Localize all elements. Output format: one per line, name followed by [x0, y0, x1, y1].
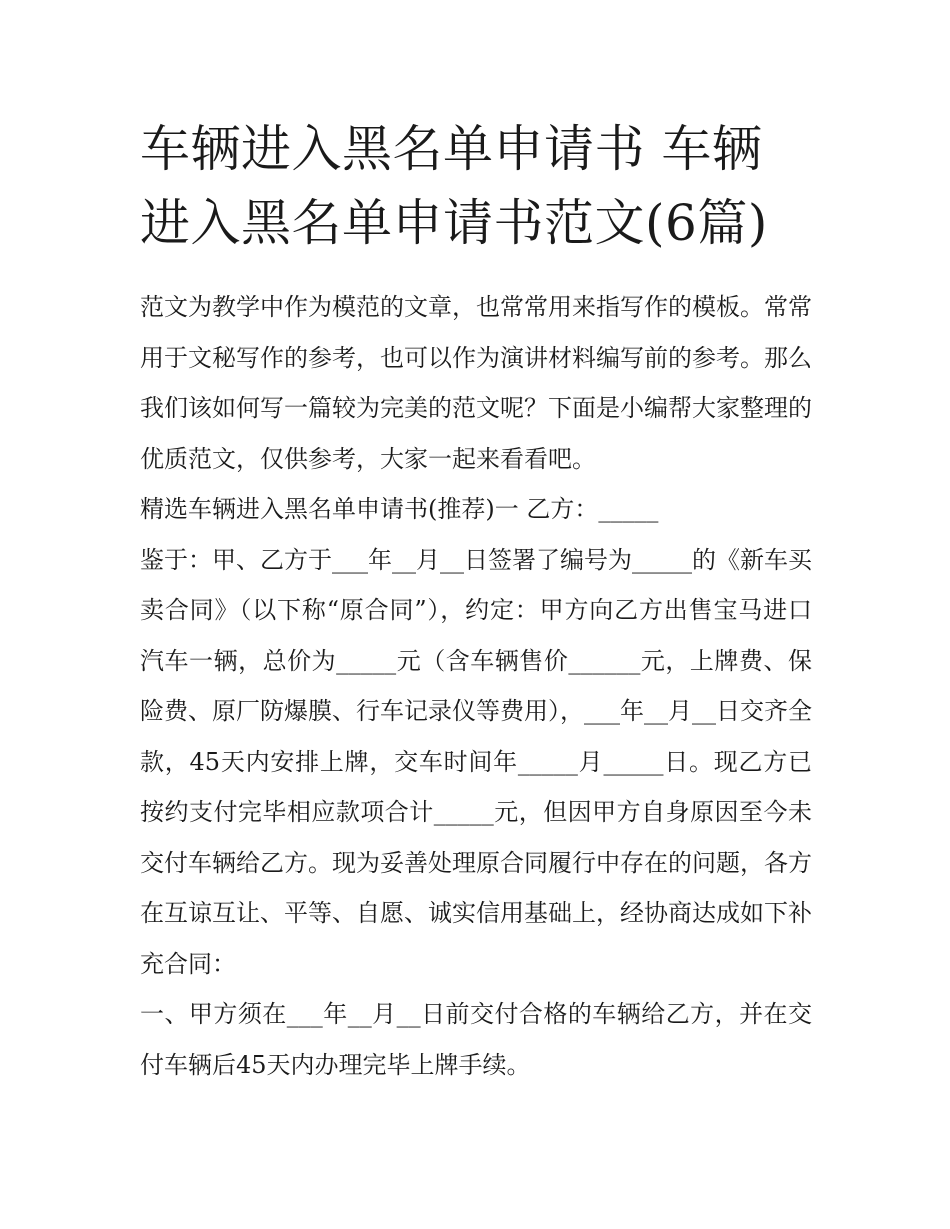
section-heading-paragraph: 精选车辆进入黑名单申请书(推荐)一 乙方：_____ — [140, 495, 659, 523]
recital-paragraph: 鉴于：甲、乙方于___年__月__日签署了编号为_____的《新车买卖合同》（以下称“原合同”），约定：甲方向乙方出售宝马进口汽车一辆，总价为_____元（含车辆售价______元，上牌费、保险费、原厂防爆膜、行车记录仪等费用），___年__月__日交齐全款，45天内安排上牌，交车时间年_____月_____日。现乙方已按约支付完毕相应款项合计_____元，但因甲方自身原因至今未交付车辆给乙方。现为妥善处理原合同履行中存在的问题，各方在互谅互让、平等、自愿、诚实信用基础上，经协商达成如下补充合同： — [140, 545, 812, 978]
intro-paragraph: 范文为教学中作为模范的文章，也常常用来指写作的模板。常常用于文秘写作的参考，也可以作为演讲材料编写前的参考。那么我们该如何写一篇较为完美的范文呢？下面是小编帮大家整理的优质范文，仅供参考，大家一起来看看吧。 — [140, 293, 812, 473]
document-title: 车辆进入黑名单申请书 车辆进入黑名单申请书范文(6篇) — [140, 120, 768, 252]
document-page — [140, 112, 812, 1090]
document-body — [140, 282, 812, 1090]
clause-one-paragraph: 一、甲方须在___年__月__日前交付合格的车辆给乙方，并在交付车辆后45天内办理完毕上牌手续。 — [140, 1000, 812, 1079]
